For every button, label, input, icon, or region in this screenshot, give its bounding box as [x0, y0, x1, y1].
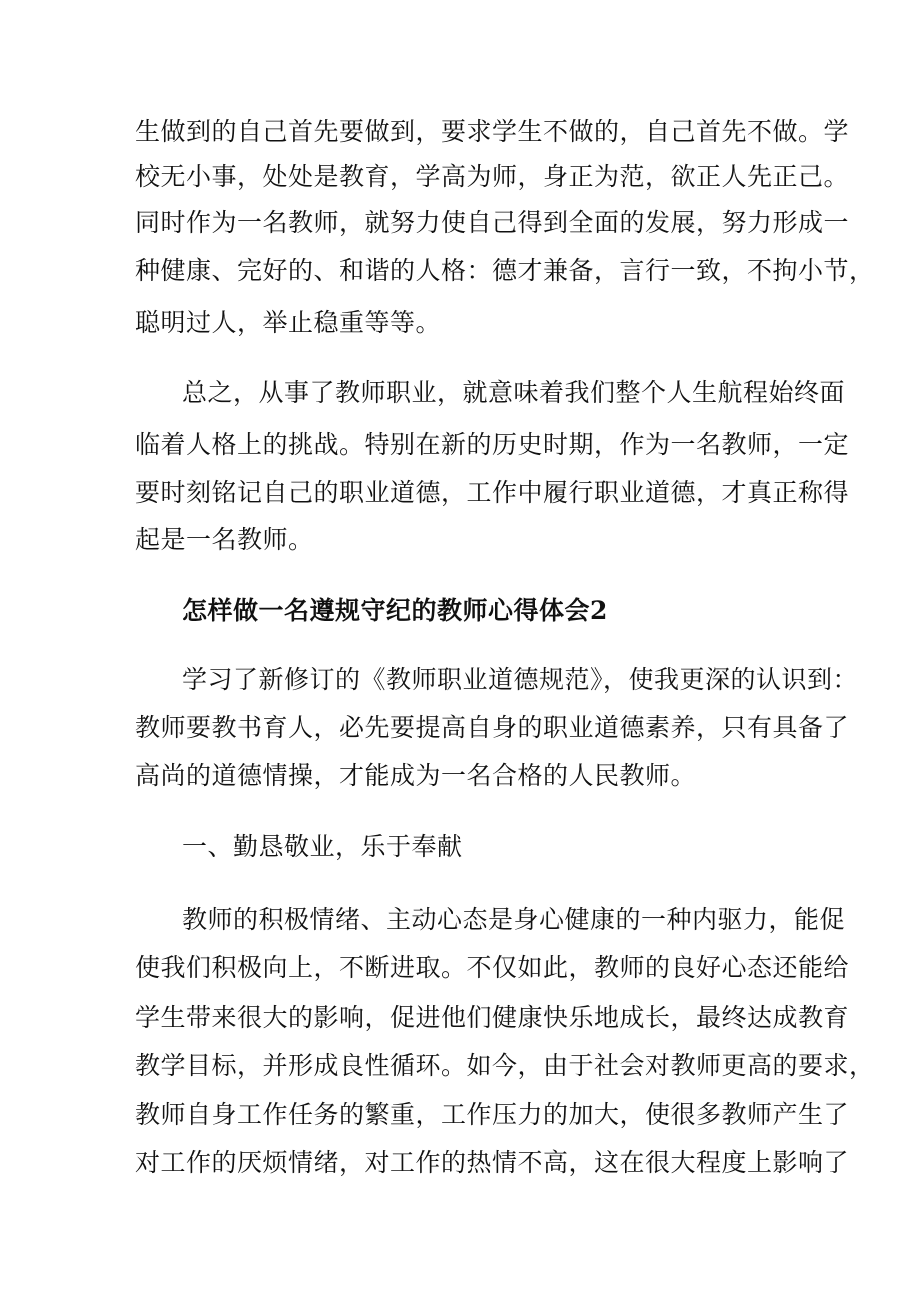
- paragraph-line: 教师自身工作任务的繁重，工作压力的加大，使很多教师产生了: [135, 1100, 850, 1129]
- paragraph-line: 起是一名教师。: [135, 525, 314, 554]
- paragraph-line: 使我们积极向上，不断进取。不仅如此，教师的良好心态还能给: [135, 953, 850, 982]
- subsection-title: 一、勤恳敬业，乐于奉献: [182, 832, 463, 861]
- paragraph-line: 要时刻铭记自己的职业道德，工作中履行职业道德，才真正称得: [135, 478, 850, 507]
- paragraph-line: 同时作为一名教师，就努力使自己得到全面的发展，努力形成一: [135, 208, 850, 237]
- paragraph-line: 教师的积极情绪、主动心态是身心健康的一种内驱力，能促: [182, 905, 846, 934]
- paragraph-line: 对工作的厌烦情绪，对工作的热情不高，这在很大程度上影响了: [135, 1148, 850, 1177]
- paragraph-line: 校无小事，处处是教育，学高为师，身正为范，欲正人先正己。: [135, 162, 850, 191]
- paragraph-line: 学习了新修订的《教师职业道德规范》，使我更深的认识到：: [182, 665, 859, 694]
- paragraph-line: 高尚的道德情操，才能成为一名合格的人民教师。: [135, 761, 697, 790]
- paragraph-line: 生做到的自己首先要做到，要求学生不做的，自己首先不做。学: [135, 117, 850, 146]
- paragraph-line: 聪明过人，举止稳重等等。: [135, 308, 442, 337]
- section-heading: 怎样做一名遵规守纪的教师心得体会2: [182, 596, 608, 625]
- paragraph-line: 教师要教书育人，必先要提高自身的职业道德素养，只有具备了: [135, 713, 850, 742]
- paragraph-line: 总之，从事了教师职业，就意味着我们整个人生航程始终面: [182, 378, 846, 407]
- paragraph-line: 临着人格上的挑战。特别在新的历史时期，作为一名教师，一定: [135, 430, 850, 459]
- paragraph-line: 教学目标，并形成良性循环。如今，由于社会对教师更高的要求，: [135, 1051, 875, 1080]
- paragraph-line: 种健康、完好的、和谐的人格：德才兼备，言行一致，不拘小节，: [135, 256, 875, 285]
- paragraph-line: 学生带来很大的影响，促进他们健康快乐地成长，最终达成教育: [135, 1003, 850, 1032]
